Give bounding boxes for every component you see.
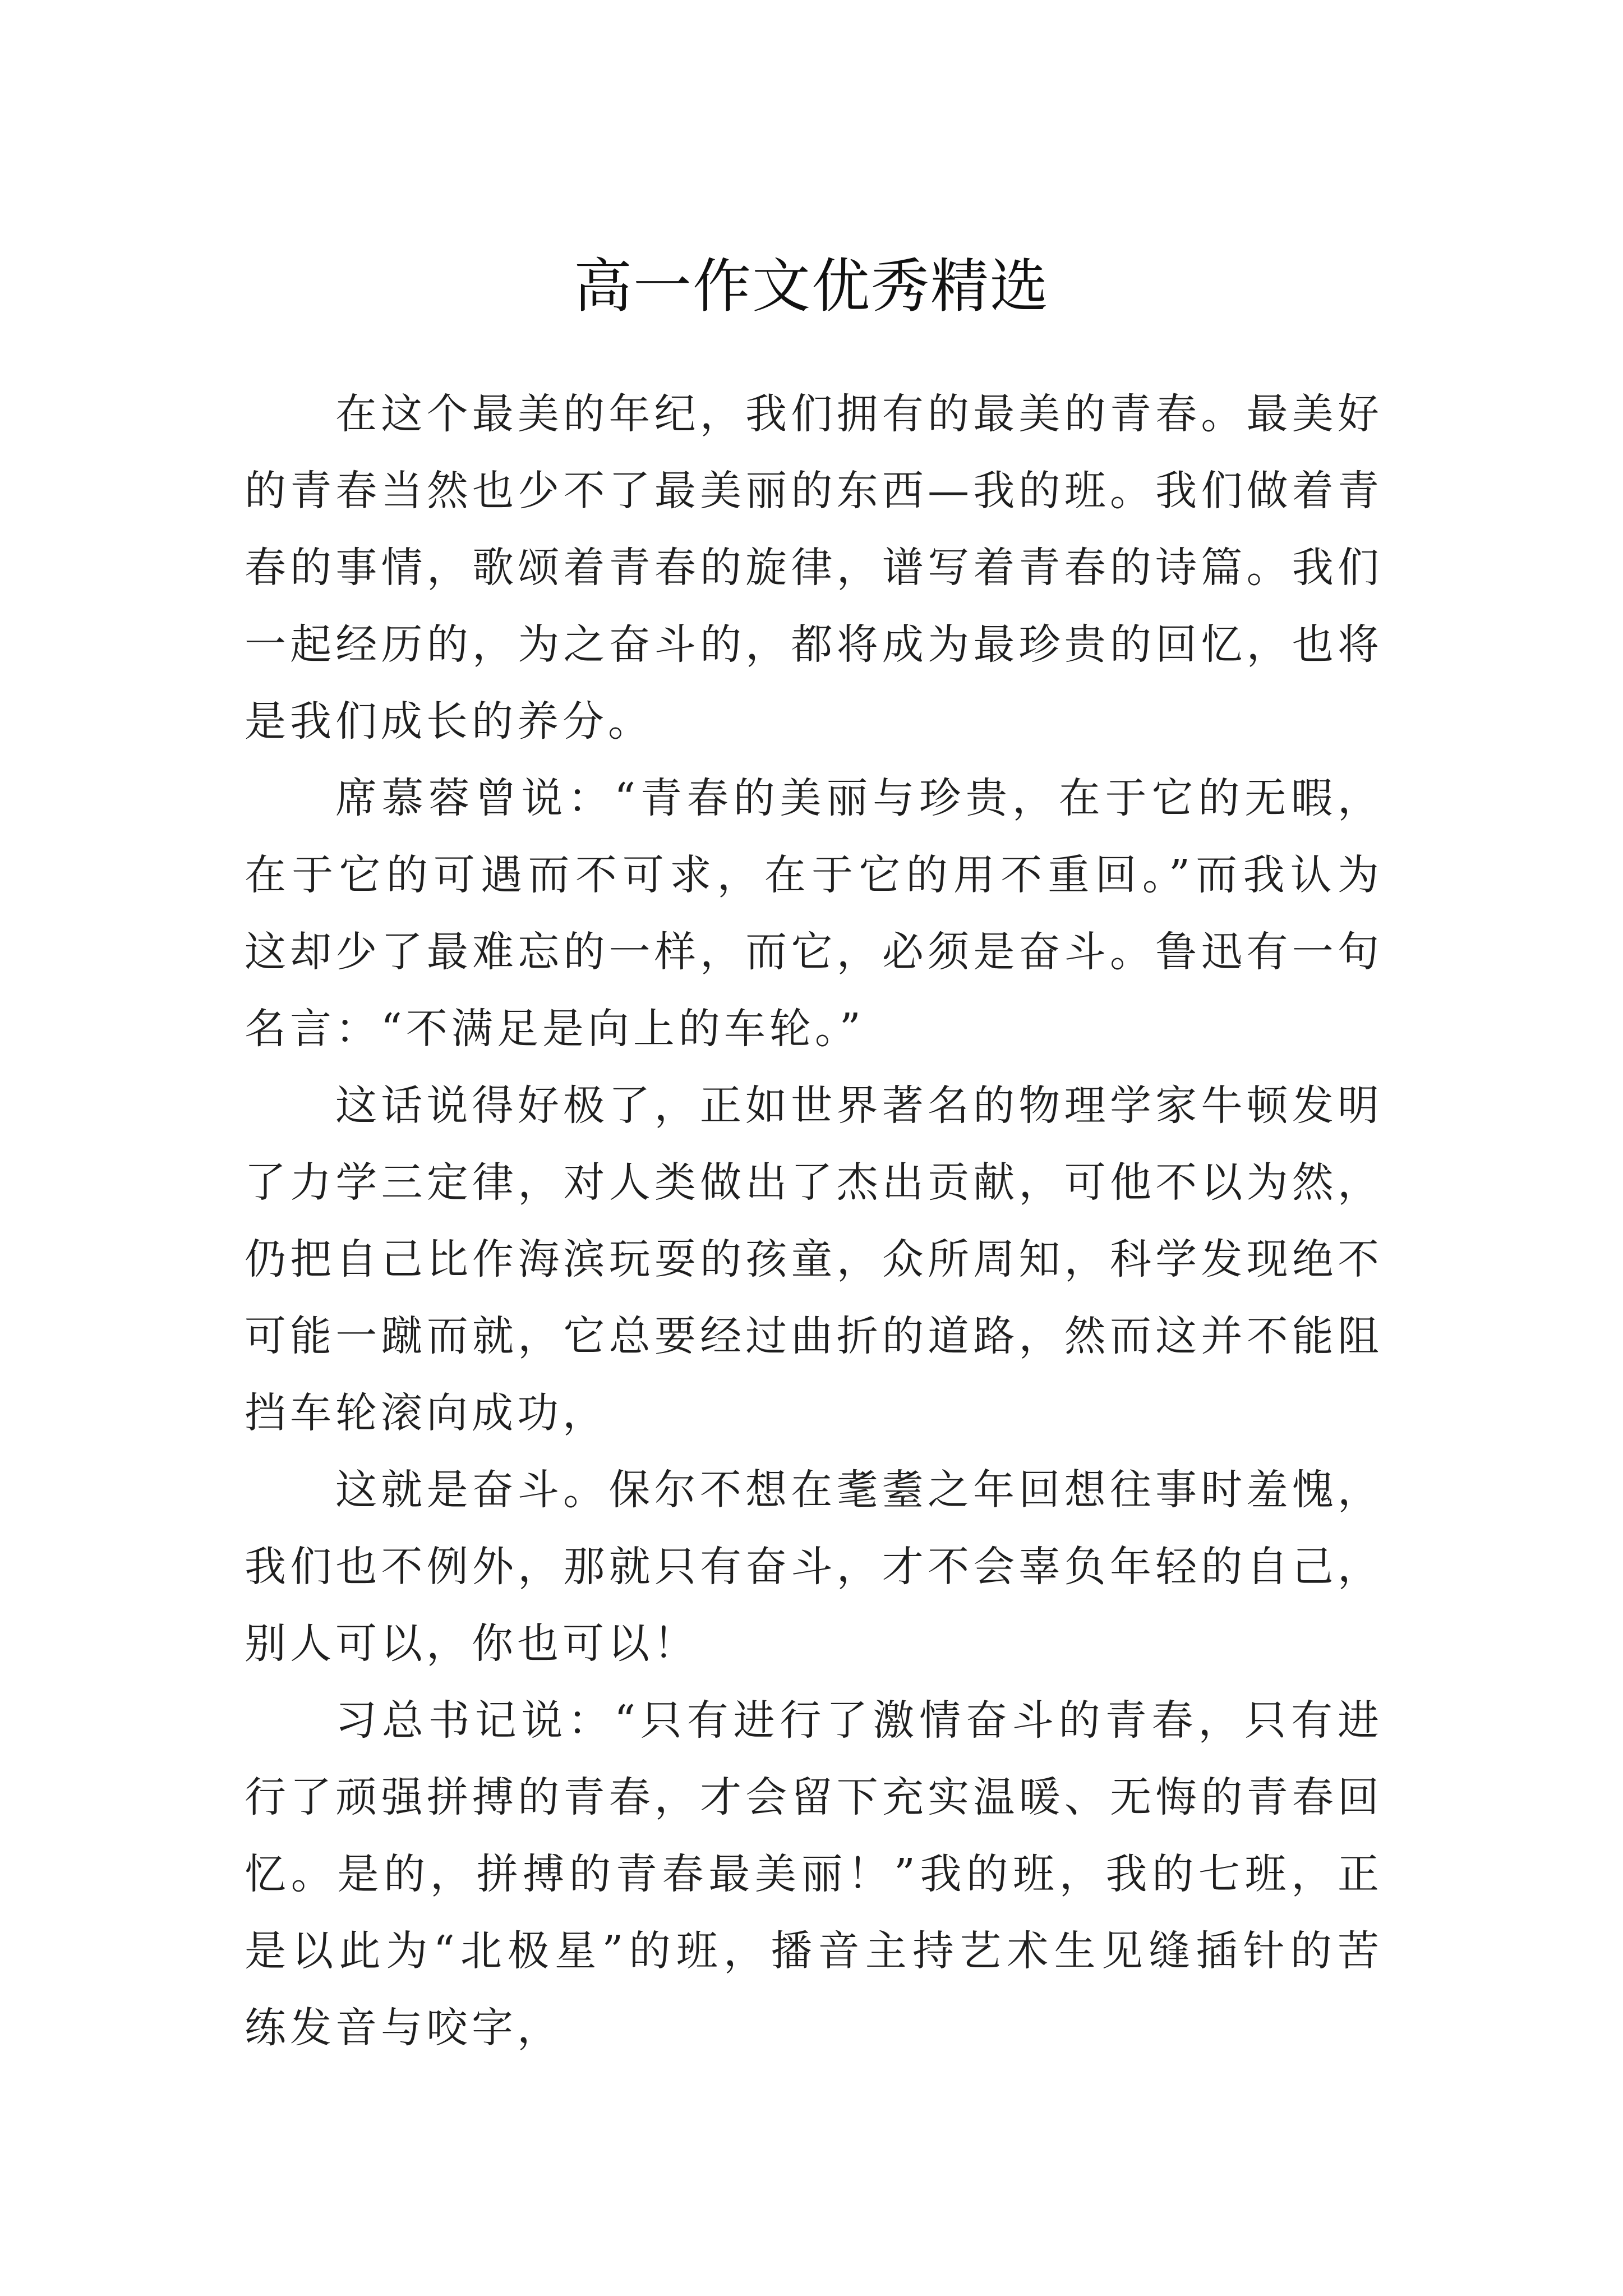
paragraph-5: 习总书记说：“只有进行了激情奋斗的青春，只有进行了顽强拼搏的青春，才会留下充实温暖、无悔的青春回忆。是的，拼搏的青春最美丽！”我的班，我的七班，正是以此为“北极星”的班，播音主持艺术生见缝插针的苦练发音与咬字，: [245, 1696, 1383, 2052]
paragraph-2: 席慕蓉曾说：“青春的美丽与珍贵，在于它的无暇，在于它的可遇而不可求，在于它的用不重回。”而我认为这却少了最难忘的一样，而它，必须是奋斗。鲁迅有一句名言：“不满足是向上的车轮。”: [245, 774, 1383, 1053]
document-body: [245, 376, 1383, 2067]
paragraph-1: 在这个最美的年纪，我们拥有的最美的青春。最美好的青春当然也少不了最美丽的东西—我的班。我们做着青春的事情，歌颂着青春的旋律，谱写着青春的诗篇。我们一起经历的，为之奋斗的，都将成为最珍贵的回忆，也将是我们成长的养分。: [245, 390, 1383, 746]
paragraph-3: 这话说得好极了，正如世界著名的物理学家牛顿发明了力学三定律，对人类做出了杰出贡献，可他不以为然，仍把自己比作海滨玩耍的孩童，众所周知，科学发现绝不可能一蹴而就，它总要经过曲折的道路，然而这并不能阻挡车轮滚向成功，: [245, 1082, 1383, 1437]
document-title: 高一作文优秀精选: [573, 251, 1049, 320]
paragraph-4: 这就是奋斗。保尔不想在耄耋之年回想往事时羞愧，我们也不例外，那就只有奋斗，才不会辜负年轻的自己，别人可以，你也可以！: [245, 1466, 1383, 1668]
